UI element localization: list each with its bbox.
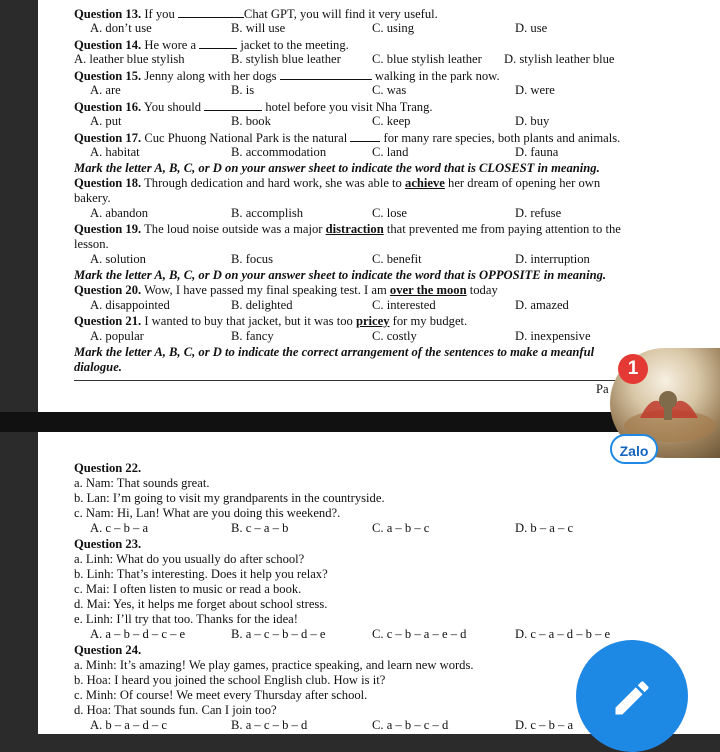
dialogue-line: a. Linh: What do you usually do after school? (74, 552, 305, 566)
question-19: Question 19. The loud noise outside was a major distraction that prevented me from paying attention to the (74, 222, 621, 236)
divider (74, 380, 686, 381)
answer-blank (199, 37, 237, 49)
option-a[interactable]: A. popular (90, 329, 144, 343)
question-14: Question 14. He wore a jacket to the meeting. (74, 38, 349, 52)
option-b[interactable]: B. a – c – b – d (231, 718, 308, 732)
option-a[interactable]: A. don’t use (90, 21, 152, 35)
instruction-arrangement: Mark the letter A, B, C, or D to indicate the correct arrangement of the sentences to make a meanful (74, 345, 595, 359)
option-a[interactable]: A. solution (90, 252, 146, 266)
question-24-title: Question 24. (74, 643, 142, 657)
option-d[interactable]: D. c – a – d – b – e (515, 627, 611, 641)
option-c[interactable]: C. costly (372, 329, 417, 343)
question-13: Question 13. If you Chat GPT, you will find it very useful. (74, 7, 438, 21)
answer-blank (350, 130, 380, 142)
option-c[interactable]: C. blue stylish leather (372, 52, 482, 66)
question-18: Question 18. Through dedication and hard work, she was able to achieve her dream of opening her own (74, 176, 601, 190)
underlined-word: achieve (405, 176, 445, 190)
option-d[interactable]: D. amazed (515, 298, 569, 312)
zalo-chat-bubble[interactable] (610, 348, 720, 468)
dialogue-line: a. Nam: That sounds great. (74, 476, 210, 490)
option-b[interactable]: B. accomplish (231, 206, 304, 220)
zalo-logo-icon: Zalo (610, 434, 658, 464)
option-c[interactable]: C. using (372, 21, 414, 35)
option-b[interactable]: B. will use (231, 21, 286, 35)
option-c[interactable]: C. land (372, 145, 409, 159)
option-d[interactable]: D. were (515, 83, 555, 97)
option-b[interactable]: B. a – c – b – d – e (231, 627, 326, 641)
page-footer: Pa (596, 382, 609, 396)
question-18-continuation: bakery. (74, 191, 111, 205)
dialogue-line: b. Lan: I’m going to visit my grandparents in the countryside. (74, 491, 385, 505)
option-a[interactable]: A. are (90, 83, 121, 97)
option-c[interactable]: C. c – b – a – e – d (372, 627, 467, 641)
option-d[interactable]: D. refuse (515, 206, 562, 220)
option-d[interactable]: D. inexpensive (515, 329, 591, 343)
dialogue-line: a. Minh: It’s amazing! We play games, practice speaking, and learn new words. (74, 658, 474, 672)
option-c[interactable]: C. benefit (372, 252, 422, 266)
edit-fab-button[interactable] (576, 640, 688, 752)
option-a[interactable]: A. b – a – d – c (90, 718, 167, 732)
dialogue-line: b. Linh: That’s interesting. Does it help you relax? (74, 567, 328, 581)
option-a[interactable]: A. put (90, 114, 122, 128)
edit-pencil-icon (610, 676, 654, 720)
option-a[interactable]: A. abandon (90, 206, 149, 220)
answer-blank (178, 6, 244, 18)
option-b[interactable]: B. c – a – b (231, 521, 289, 535)
notification-badge: 1 (618, 354, 648, 384)
option-c[interactable]: C. a – b – c – d (372, 718, 449, 732)
instruction-opposite: Mark the letter A, B, C, or D on your answer sheet to indicate the word that is OPPOSITE in meaning. (74, 268, 607, 282)
option-d[interactable]: D. use (515, 21, 548, 35)
option-c[interactable]: C. a – b – c (372, 521, 430, 535)
option-a[interactable]: A. disappointed (90, 298, 170, 312)
option-b[interactable]: B. book (231, 114, 271, 128)
underlined-word: pricey (355, 314, 390, 328)
question-21: Question 21. I wanted to buy that jacket, but it was too pricey for my budget. (74, 314, 468, 328)
underlined-word: distraction (325, 222, 384, 236)
option-d[interactable]: D. stylish leather blue (504, 52, 615, 66)
question-17: Question 17. Cuc Phuong National Park is the natural for many rare species, both plants and animals. (74, 131, 621, 145)
question-22-title: Question 22. (74, 461, 142, 475)
question-19-continuation: lesson. (74, 237, 109, 251)
dialogue-line: c. Nam: Hi, Lan! What are you doing this weekend?. (74, 506, 341, 520)
question-15: Question 15. Jenny along with her dogs walking in the park now. (74, 69, 500, 83)
instruction-arrangement-continuation: dialogue. (74, 360, 122, 374)
answer-blank (280, 68, 372, 80)
dialogue-line: d. Hoa: That sounds fun. Can I join too? (74, 703, 277, 717)
option-a[interactable]: A. habitat (90, 145, 140, 159)
dialogue-line: e. Linh: I’ll try that too. Thanks for the idea! (74, 612, 298, 626)
dialogue-line: c. Mai: I often listen to music or read a book. (74, 582, 302, 596)
answer-blank (204, 99, 262, 111)
option-a[interactable]: A. leather blue stylish (74, 52, 185, 66)
question-23-title: Question 23. (74, 537, 142, 551)
option-b[interactable]: B. accommodation (231, 145, 327, 159)
option-c[interactable]: C. lose (372, 206, 407, 220)
option-b[interactable]: B. focus (231, 252, 273, 266)
dialogue-line: b. Hoa: I heard you joined the school English club. How is it? (74, 673, 386, 687)
option-c[interactable]: C. was (372, 83, 407, 97)
question-16: Question 16. You should hotel before you visit Nha Trang. (74, 100, 433, 114)
dialogue-line: d. Mai: Yes, it helps me forget about school stress. (74, 597, 328, 611)
instruction-closest: Mark the letter A, B, C, or D on your answer sheet to indicate the word that is CLOSEST in meaning. (74, 161, 600, 175)
question-20: Question 20. Wow, I have passed my final speaking test. I am over the moon today (74, 283, 498, 297)
option-b[interactable]: B. is (231, 83, 255, 97)
option-d[interactable]: D. fauna (515, 145, 559, 159)
dialogue-line: c. Minh: Of course! We meet every Thursday after school. (74, 688, 368, 702)
option-d[interactable]: D. b – a – c (515, 521, 574, 535)
option-a[interactable]: A. c – b – a (90, 521, 149, 535)
option-b[interactable]: B. fancy (231, 329, 274, 343)
option-b[interactable]: B. delighted (231, 298, 293, 312)
underlined-phrase: over the moon (389, 283, 467, 297)
option-d[interactable]: D. buy (515, 114, 550, 128)
option-a[interactable]: A. a – b – d – c – e (90, 627, 186, 641)
option-c[interactable]: C. interested (372, 298, 436, 312)
option-d[interactable]: D. c – b – a (515, 718, 574, 732)
option-d[interactable]: D. interruption (515, 252, 590, 266)
option-b[interactable]: B. stylish blue leather (231, 52, 341, 66)
option-c[interactable]: C. keep (372, 114, 411, 128)
